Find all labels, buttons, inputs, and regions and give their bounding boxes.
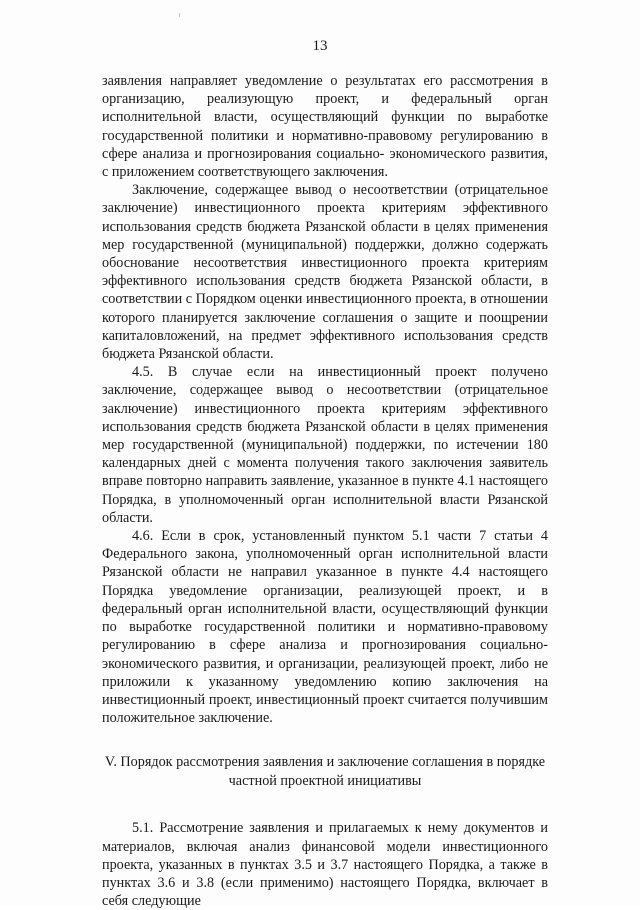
paragraph: Заключение, содержащее вывод о несоответствии (отрицательное заключение) инвестиционного проекта критериям эффективного использования средств бюджета Рязанской области в целях применения мер государственной (муниципальной) поддержки, должно содержать обоснование несоответствия инвестиционного проекта критериям эффективного использования средств бюджета Рязанской области, в соответствии с Порядком оценки инвестиционного проекта, в отношении которого планируется заключение соглашения о защите и поощрении капиталовложений, на предмет эффективного использования средств бюджета Рязанской области.: [102, 182, 548, 363]
paragraph: заявления направляет уведомление о результатах его рассмотрения в организацию, реализующую проект, и федеральный орган исполнительной власти, осуществляющий функции по выработке государственной политики и нормативно-правовому регулированию в сфере анализа и прогнозирования социально- экономического развития, с приложением соответствующего заключения.: [102, 73, 548, 181]
document-body: [102, 72, 548, 910]
section-heading-line: частной проектной инициативы: [228, 773, 422, 790]
paragraph: 5.1. Рассмотрение заявления и прилагаемых к нему документов и материалов, включая анализ финансовой модели инвестиционного проекта, указанных в пунктах 3.5 и 3.7 настоящего Порядка, а также в пунктах 3.6 и 3.8 (если применимо) настоящего Порядка, включает в себя следующие: [102, 820, 548, 910]
scan-mark: [179, 13, 180, 17]
section-heading: [102, 753, 548, 791]
paragraph: 4.6. Если в срок, установленный пунктом 5.1 части 7 статьи 4 Федерального закона, уполномоченный орган исполнительной власти Рязанской области не направил указанное в пункте 4.4 настоящего Порядка уведомление организации, реализующей проект, и в федеральный орган исполнительной власти, осуществляющий функции по выработке государственной политики и нормативно-правовому регулированию в сфере анализа и прогнозирования социально-экономического развития, и организации, реализующей проект, либо не приложили к указанному уведомлению копию заключения на инвестиционный проект, инвестиционный проект считается получившим положительное заключение.: [102, 528, 548, 727]
page-number: 13: [312, 38, 328, 54]
paragraph: 4.5. В случае если на инвестиционный проект получено заключение, содержащее вывод о несоответствии (отрицательное заключение) инвестиционного проекта критериям эффективного использования средств бюджета Рязанской области в целях применения мер государственной (муниципальной) поддержки, по истечении 180 календарных дней с момента получения такого заключения заявитель вправе повторно направить заявление, указанное в пункте 4.1 настоящего Порядка, в уполномоченный орган исполнительной власти Рязанской области.: [102, 364, 548, 526]
section-heading-line: V. Порядок рассмотрения заявления и заключение соглашения в порядке: [104, 754, 546, 771]
